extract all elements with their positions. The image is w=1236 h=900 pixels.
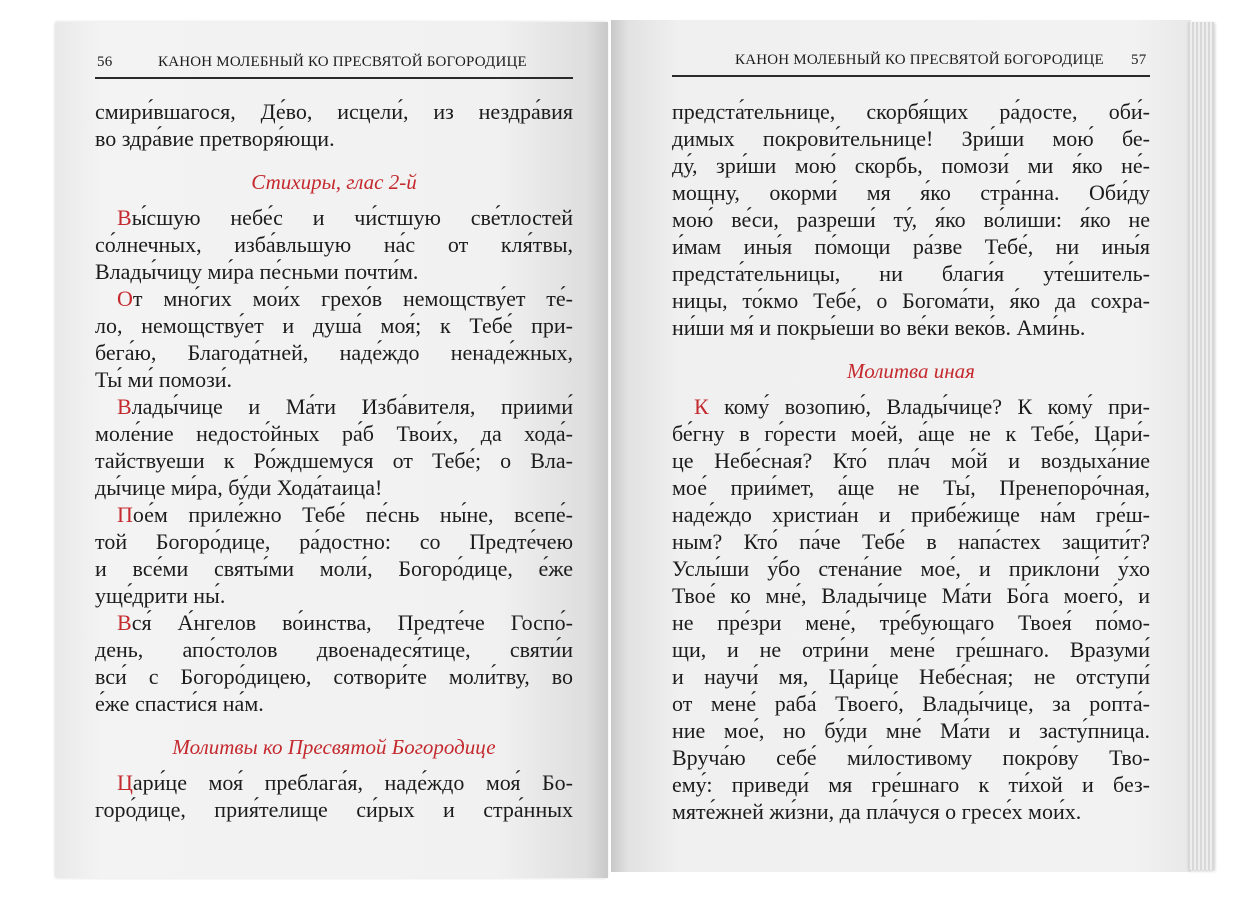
text-line: предста́тельницы, ни благи́я уте́шитель- <box>672 261 1150 286</box>
text-line: мощну, окорми́ мя я́ко стра́нна. Оби́ду <box>672 180 1150 205</box>
text-line: мою́ ве́си, разреши́ ту́, я́ко во́лиши: я́ко не <box>672 207 1150 232</box>
text-line: тайствуеши к Ро́ждшемуся от Тебе́; о Вла- <box>95 448 573 473</box>
text-line <box>95 204 573 231</box>
text-line: ему́: приведи́ мя гре́шнаго к ти́хой и без- <box>672 772 1150 797</box>
text-line: е́же спасти́ся на́м. <box>95 691 264 716</box>
section-heading: Молитва иная <box>847 359 975 383</box>
page-number-left: 56 <box>97 54 113 70</box>
red-initial-letter: В <box>117 394 132 419</box>
text-line: день, апо́столов двоенадеся́тице, святи́и <box>95 637 573 662</box>
text-line: той Богоро́дице, ра́достно: со Предте́чею <box>95 529 573 554</box>
red-initial-letter: В <box>117 205 132 230</box>
header-rule-left <box>95 77 573 79</box>
text-line: бега́ю, Благода́тней, наде́ждо ненаде́жных, <box>95 340 573 365</box>
line-text: ся́ А́нгелов во́инства, Предте́че Госпо́- <box>131 610 573 635</box>
text-line: от мене́ раба́ Твоего́, Влады́чице, за ропта́- <box>672 691 1150 716</box>
text-line: ни́ши мя́ и покры́еши во ве́ки веко́в. Ами́нь. <box>672 315 1086 340</box>
line-text: ари́це моя́ преблага́я, наде́ждо моя́ Бо- <box>132 770 573 795</box>
text-line <box>95 769 573 796</box>
text-line: мое́ прии́мет, а́ще не Ты́, Пренепоро́чная, <box>672 475 1150 500</box>
text-line: ным? Кто́ па́че Тебе́ в напа́стех защити́т? <box>672 529 1150 554</box>
text-line: Влады́чицу ми́ра пе́сньми почти́м. <box>95 259 419 284</box>
header-rule-right <box>672 75 1150 77</box>
page-number-right: 57 <box>1131 52 1147 68</box>
text-line: предста́тельнице, скорбя́щих ра́досте, оби́- <box>672 99 1150 124</box>
line-text: лады́чице и Ма́ти Изба́вителя, приими́ <box>131 394 573 419</box>
text-line: це Небе́сная? Кто́ пла́ч мо́й и воздыха́ние <box>672 448 1150 473</box>
line-text: кому́ возопию́, Влады́чице? К кому́ при- <box>708 394 1150 419</box>
text-line <box>672 393 1150 420</box>
section-heading: Молитвы ко Пресвятой Богородице <box>172 735 496 759</box>
red-initial-letter: Ц <box>117 770 133 795</box>
text-line: ние мое́, но бу́ди мне́ Ма́ти и засту́пница. <box>672 718 1150 743</box>
text-line <box>95 285 573 312</box>
red-initial-letter: К <box>694 394 709 419</box>
line-text: ы́сшую небе́с и чи́стшую све́тлостей <box>131 205 573 230</box>
text-line: и научи́ мя, Цари́це Небе́сная; не отступи́ <box>672 664 1150 689</box>
line-text: т мно́гих мои́х грехо́в немощству́ет те́- <box>132 286 573 311</box>
text-line: и́мам ины́я по́мощи ра́зве Тебе́, ни ины́я <box>672 234 1150 259</box>
red-initial-letter: П <box>117 502 133 527</box>
text-line: щи, и не отри́ни мене́ гре́шнаго. Вразуми́ <box>672 637 1150 662</box>
page-edges <box>1188 22 1214 870</box>
left-page-text <box>95 98 573 823</box>
text-line: уще́дрити ны́. <box>95 583 226 608</box>
text-line: ду́, зри́ши мою́ скорбь, помози́ ми я́ко не́- <box>672 153 1150 178</box>
red-initial-letter: В <box>117 610 132 635</box>
text-line: Вруча́ю себе́ ми́лостивому покро́ву Тво- <box>672 745 1150 770</box>
text-line: ницы, то́кмо Тебе́, о Богома́ти, я́ко да сохра- <box>672 288 1150 313</box>
text-line <box>95 501 573 528</box>
red-initial-letter: О <box>117 286 133 311</box>
text-line: бе́гну в го́рести мое́й, а́ще не к Тебе́, Цари́- <box>672 421 1150 446</box>
text-line: ды́чице ми́ра, бу́ди Хода́таица! <box>95 475 383 500</box>
section-heading: Стихиры, глас 2-й <box>251 170 417 194</box>
text-line: димых покрови́тельнице! Зри́ши мою́ бе- <box>672 126 1150 151</box>
right-page-text <box>672 98 1150 825</box>
text-line: мяте́жней жи́зни, да пла́чуся о гресе́х мои́х. <box>672 799 1082 824</box>
text-line: со́лнечных, изба́вльшую на́с от кля́твы, <box>95 232 573 257</box>
text-line <box>95 393 573 420</box>
text-line: во здра́вие претворя́ющи. <box>95 126 335 151</box>
text-line <box>95 609 573 636</box>
text-line: наде́ждо христиа́н и прибе́жище на́м гре́ш- <box>672 502 1150 527</box>
text-line: моле́ние недосто́йных ра́б Твои́х, да хода́- <box>95 421 573 446</box>
text-line: ло, немощству́ет и душа́ моя́; к Тебе́ при- <box>95 313 573 338</box>
running-title-left: КАНОН МОЛЕБНЫЙ КО ПРЕСВЯТОЙ БОГОРОДИЦЕ <box>158 54 527 70</box>
running-title-right: КАНОН МОЛЕБНЫЙ КО ПРЕСВЯТОЙ БОГОРОДИЦЕ <box>735 52 1104 68</box>
text-line: смири́вшагося, Де́во, исцели́, из нездра́вия <box>95 99 573 124</box>
text-line: Ты́ ми́ помози́. <box>95 367 233 392</box>
text-line: и все́ми святы́ми моли́, Богоро́дице, е́же <box>95 556 573 581</box>
line-text: ое́м приле́жно Тебе́ пе́снь ны́не, всепе́- <box>132 502 573 527</box>
text-line: Услы́ши у́бо стена́ние мое́, и приклони́ у́хо <box>672 556 1150 581</box>
text-line: горо́дице, прия́телище си́рых и стра́нных <box>95 797 573 822</box>
text-line: Твое́ ко мне́, Влады́чице Ма́ти Бо́га моего́, и <box>672 583 1150 608</box>
text-line: вси́ с Богоро́дицею, сотвори́те моли́тву, во <box>95 664 573 689</box>
text-line: не пре́зри мене́, тре́бующаго Твоея́ по́мо- <box>672 610 1150 635</box>
